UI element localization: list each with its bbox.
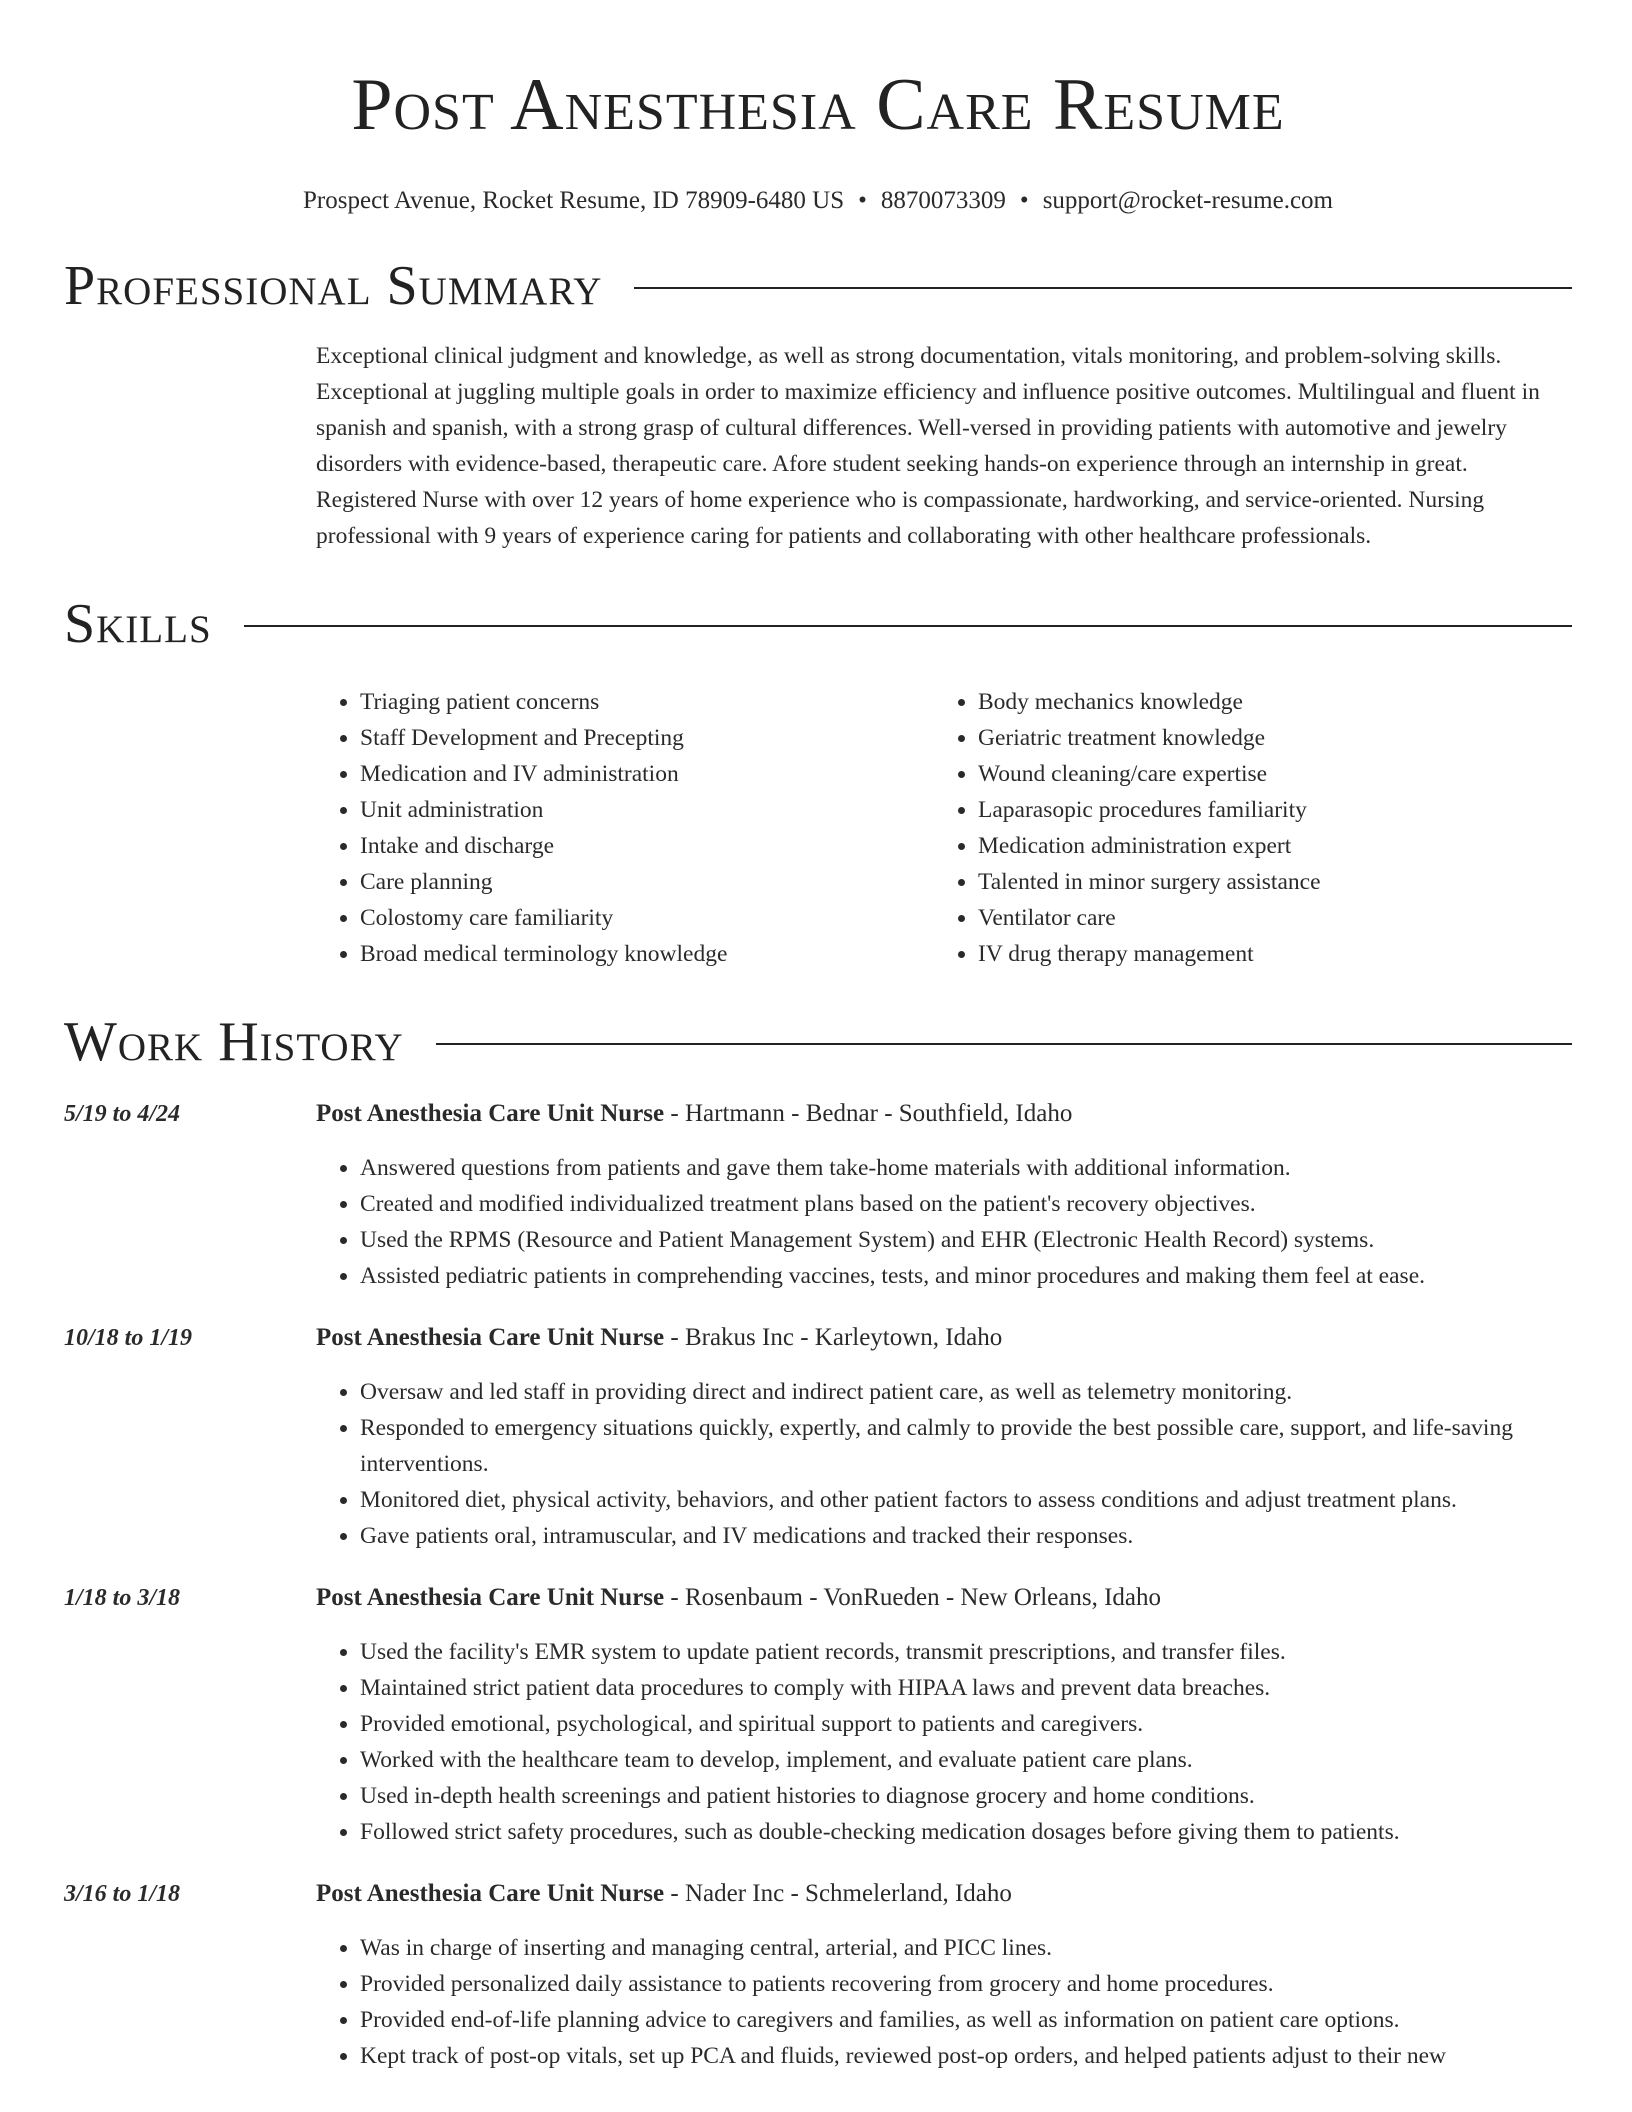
- job-body: [316, 1580, 1572, 1850]
- job-title: Post Anesthesia Care Unit Nurse: [316, 1584, 665, 1611]
- summary-heading: Professional Summary: [64, 255, 603, 317]
- job-title-line: [316, 1876, 1572, 1912]
- job-bullet: • Oversaw and led staff in providing direct and indirect patient care, as well as telemetry monitoring.: [360, 1374, 1572, 1410]
- job-dates: 5/19 to 4/24: [64, 1101, 181, 1127]
- skill-item: • Body mechanics knowledge: [978, 684, 1554, 720]
- work-heading: Work History: [64, 1011, 404, 1073]
- job-bullet: • Monitored diet, physical activity, behaviors, and other patient factors to assess conditions and adjust treatment plans.: [360, 1482, 1572, 1518]
- job-title: Post Anesthesia Care Unit Nurse: [316, 1100, 665, 1127]
- contact-line: [64, 186, 1572, 216]
- section-divider: [634, 287, 1572, 289]
- skill-item: • Unit administration: [360, 792, 936, 828]
- job-entry: [64, 1096, 1572, 1294]
- contact-email: support@rocket-resume.com: [1042, 187, 1333, 214]
- skill-item: • Ventilator care: [978, 900, 1554, 936]
- job-bullet: • Assisted pediatric patients in comprehending vaccines, tests, and minor procedures and making them feel at ease.: [360, 1258, 1572, 1294]
- skill-item: • Broad medical terminology knowledge: [360, 936, 936, 972]
- job-bullet: • Worked with the healthcare team to develop, implement, and evaluate patient care plans.: [360, 1742, 1572, 1778]
- summary-text: Exceptional clinical judgment and knowledge, as well as strong documentation, vitals monitoring, and problem-solving skills. Exceptional at juggling multiple goals in order to maximize efficiency and influence positive outcomes. Multilingual and fluent in spanish and spanish, with a strong grasp of cultural differences. Well-versed in providing patients with automotive and jewelry disorders with evidence-based, therapeutic care. Afore student seeking hands-on experience through an internship in great. Registered Nurse with over 12 years of home experience who is compassionate, hardworking, and service-oriented. Nursing professional with 9 years of experience caring for patients and collaborating with other healthcare professionals.: [316, 343, 1540, 549]
- job-title-line: [316, 1580, 1572, 1616]
- contact-separator: •: [1019, 187, 1029, 214]
- work-history-list: [64, 1096, 1572, 2074]
- job-employer: - Nader Inc - Schmelerland, Idaho: [664, 1880, 1012, 1907]
- skill-item: • Medication administration expert: [978, 828, 1554, 864]
- job-bullet: • Provided personalized daily assistance to patients recovering from grocery and home procedures.: [360, 1966, 1572, 2002]
- job-title-line: [316, 1096, 1572, 1132]
- skill-item: • Colostomy care familiarity: [360, 900, 936, 936]
- job-bullet: • Gave patients oral, intramuscular, and IV medications and tracked their responses.: [360, 1518, 1572, 1554]
- job-bullets: [316, 1930, 1572, 2074]
- job-bullets: [316, 1374, 1572, 1554]
- resume-page: [64, 0, 1572, 2074]
- job-bullet: • Used the facility's EMR system to update patient records, transmit prescriptions, and transfer files.: [360, 1634, 1572, 1670]
- skill-item: • Wound cleaning/care expertise: [978, 756, 1554, 792]
- job-body: [316, 1096, 1572, 1294]
- skills-column-left: [316, 684, 936, 972]
- job-bullet: • Followed strict safety procedures, such as double-checking medication dosages before giving them to patients.: [360, 1814, 1572, 1850]
- job-title: Post Anesthesia Care Unit Nurse: [316, 1880, 665, 1907]
- skill-item: • Medication and IV administration: [360, 756, 936, 792]
- contact-separator: •: [858, 187, 867, 214]
- skills-list: [316, 684, 1572, 972]
- skill-item: • Talented in minor surgery assistance: [978, 864, 1554, 900]
- skill-item: • Triaging patient concerns: [360, 684, 936, 720]
- job-bullet: • Was in charge of inserting and managing central, arterial, and PICC lines.: [360, 1930, 1572, 1966]
- summary-section-header: [64, 254, 1572, 318]
- job-bullet: • Used the RPMS (Resource and Patient Management System) and EHR (Electronic Health Record) systems.: [360, 1222, 1572, 1258]
- job-entry: [64, 1580, 1572, 1850]
- job-entry: [64, 1320, 1572, 1554]
- job-body: [316, 1320, 1572, 1554]
- job-bullet: • Created and modified individualized treatment plans based on the patient's recovery objectives.: [360, 1186, 1572, 1222]
- job-dates: 10/18 to 1/19: [64, 1325, 193, 1351]
- section-divider: [244, 625, 1572, 627]
- section-divider: [436, 1043, 1572, 1045]
- job-title-line: [316, 1320, 1572, 1356]
- job-bullets: [316, 1634, 1572, 1850]
- job-employer: - Hartmann - Bednar - Southfield, Idaho: [664, 1100, 1073, 1127]
- job-bullet: • Kept track of post-op vitals, set up PCA and fluids, reviewed post-op orders, and helped patients adjust to their new: [360, 2038, 1572, 2074]
- job-bullet: • Provided end-of-life planning advice to caregivers and families, as well as information on patient care options.: [360, 2002, 1572, 2038]
- contact-phone: 8870073309: [880, 187, 1006, 214]
- job-bullet: • Maintained strict patient data procedures to comply with HIPAA laws and prevent data breaches.: [360, 1670, 1572, 1706]
- skills-column-right: [936, 684, 1554, 972]
- contact-address: Prospect Avenue, Rocket Resume, ID 78909-6480 US: [303, 187, 845, 214]
- job-title: Post Anesthesia Care Unit Nurse: [316, 1324, 665, 1351]
- skill-item: • Care planning: [360, 864, 936, 900]
- job-bullet: • Answered questions from patients and gave them take-home materials with additional information.: [360, 1150, 1572, 1186]
- job-entry: [64, 1876, 1572, 2074]
- skill-item: • Laparasopic procedures familiarity: [978, 792, 1554, 828]
- skills-section-header: [64, 592, 1572, 656]
- skill-item: • Staff Development and Precepting: [360, 720, 936, 756]
- job-bullet: • Provided emotional, psychological, and spiritual support to patients and caregivers.: [360, 1706, 1572, 1742]
- job-employer: - Rosenbaum - VonRueden - New Orleans, Idaho: [664, 1584, 1162, 1611]
- job-dates: 1/18 to 3/18: [64, 1585, 181, 1611]
- job-dates: 3/16 to 1/18: [64, 1881, 181, 1907]
- work-section-header: [64, 1010, 1572, 1074]
- job-body: [316, 1876, 1572, 2074]
- job-bullet: • Responded to emergency situations quickly, expertly, and calmly to provide the best possible care, support, and life-saving interventions.: [360, 1410, 1572, 1482]
- job-employer: - Brakus Inc - Karleytown, Idaho: [664, 1324, 1003, 1351]
- skill-item: • IV drug therapy management: [978, 936, 1554, 972]
- resume-title: Post Anesthesia Care Resume: [351, 64, 1285, 146]
- job-bullet: • Used in-depth health screenings and patient histories to diagnose grocery and home conditions.: [360, 1778, 1572, 1814]
- skill-item: • Geriatric treatment knowledge: [978, 720, 1554, 756]
- job-bullets: [316, 1150, 1572, 1294]
- skills-heading: Skills: [64, 593, 212, 655]
- skill-item: • Intake and discharge: [360, 828, 936, 864]
